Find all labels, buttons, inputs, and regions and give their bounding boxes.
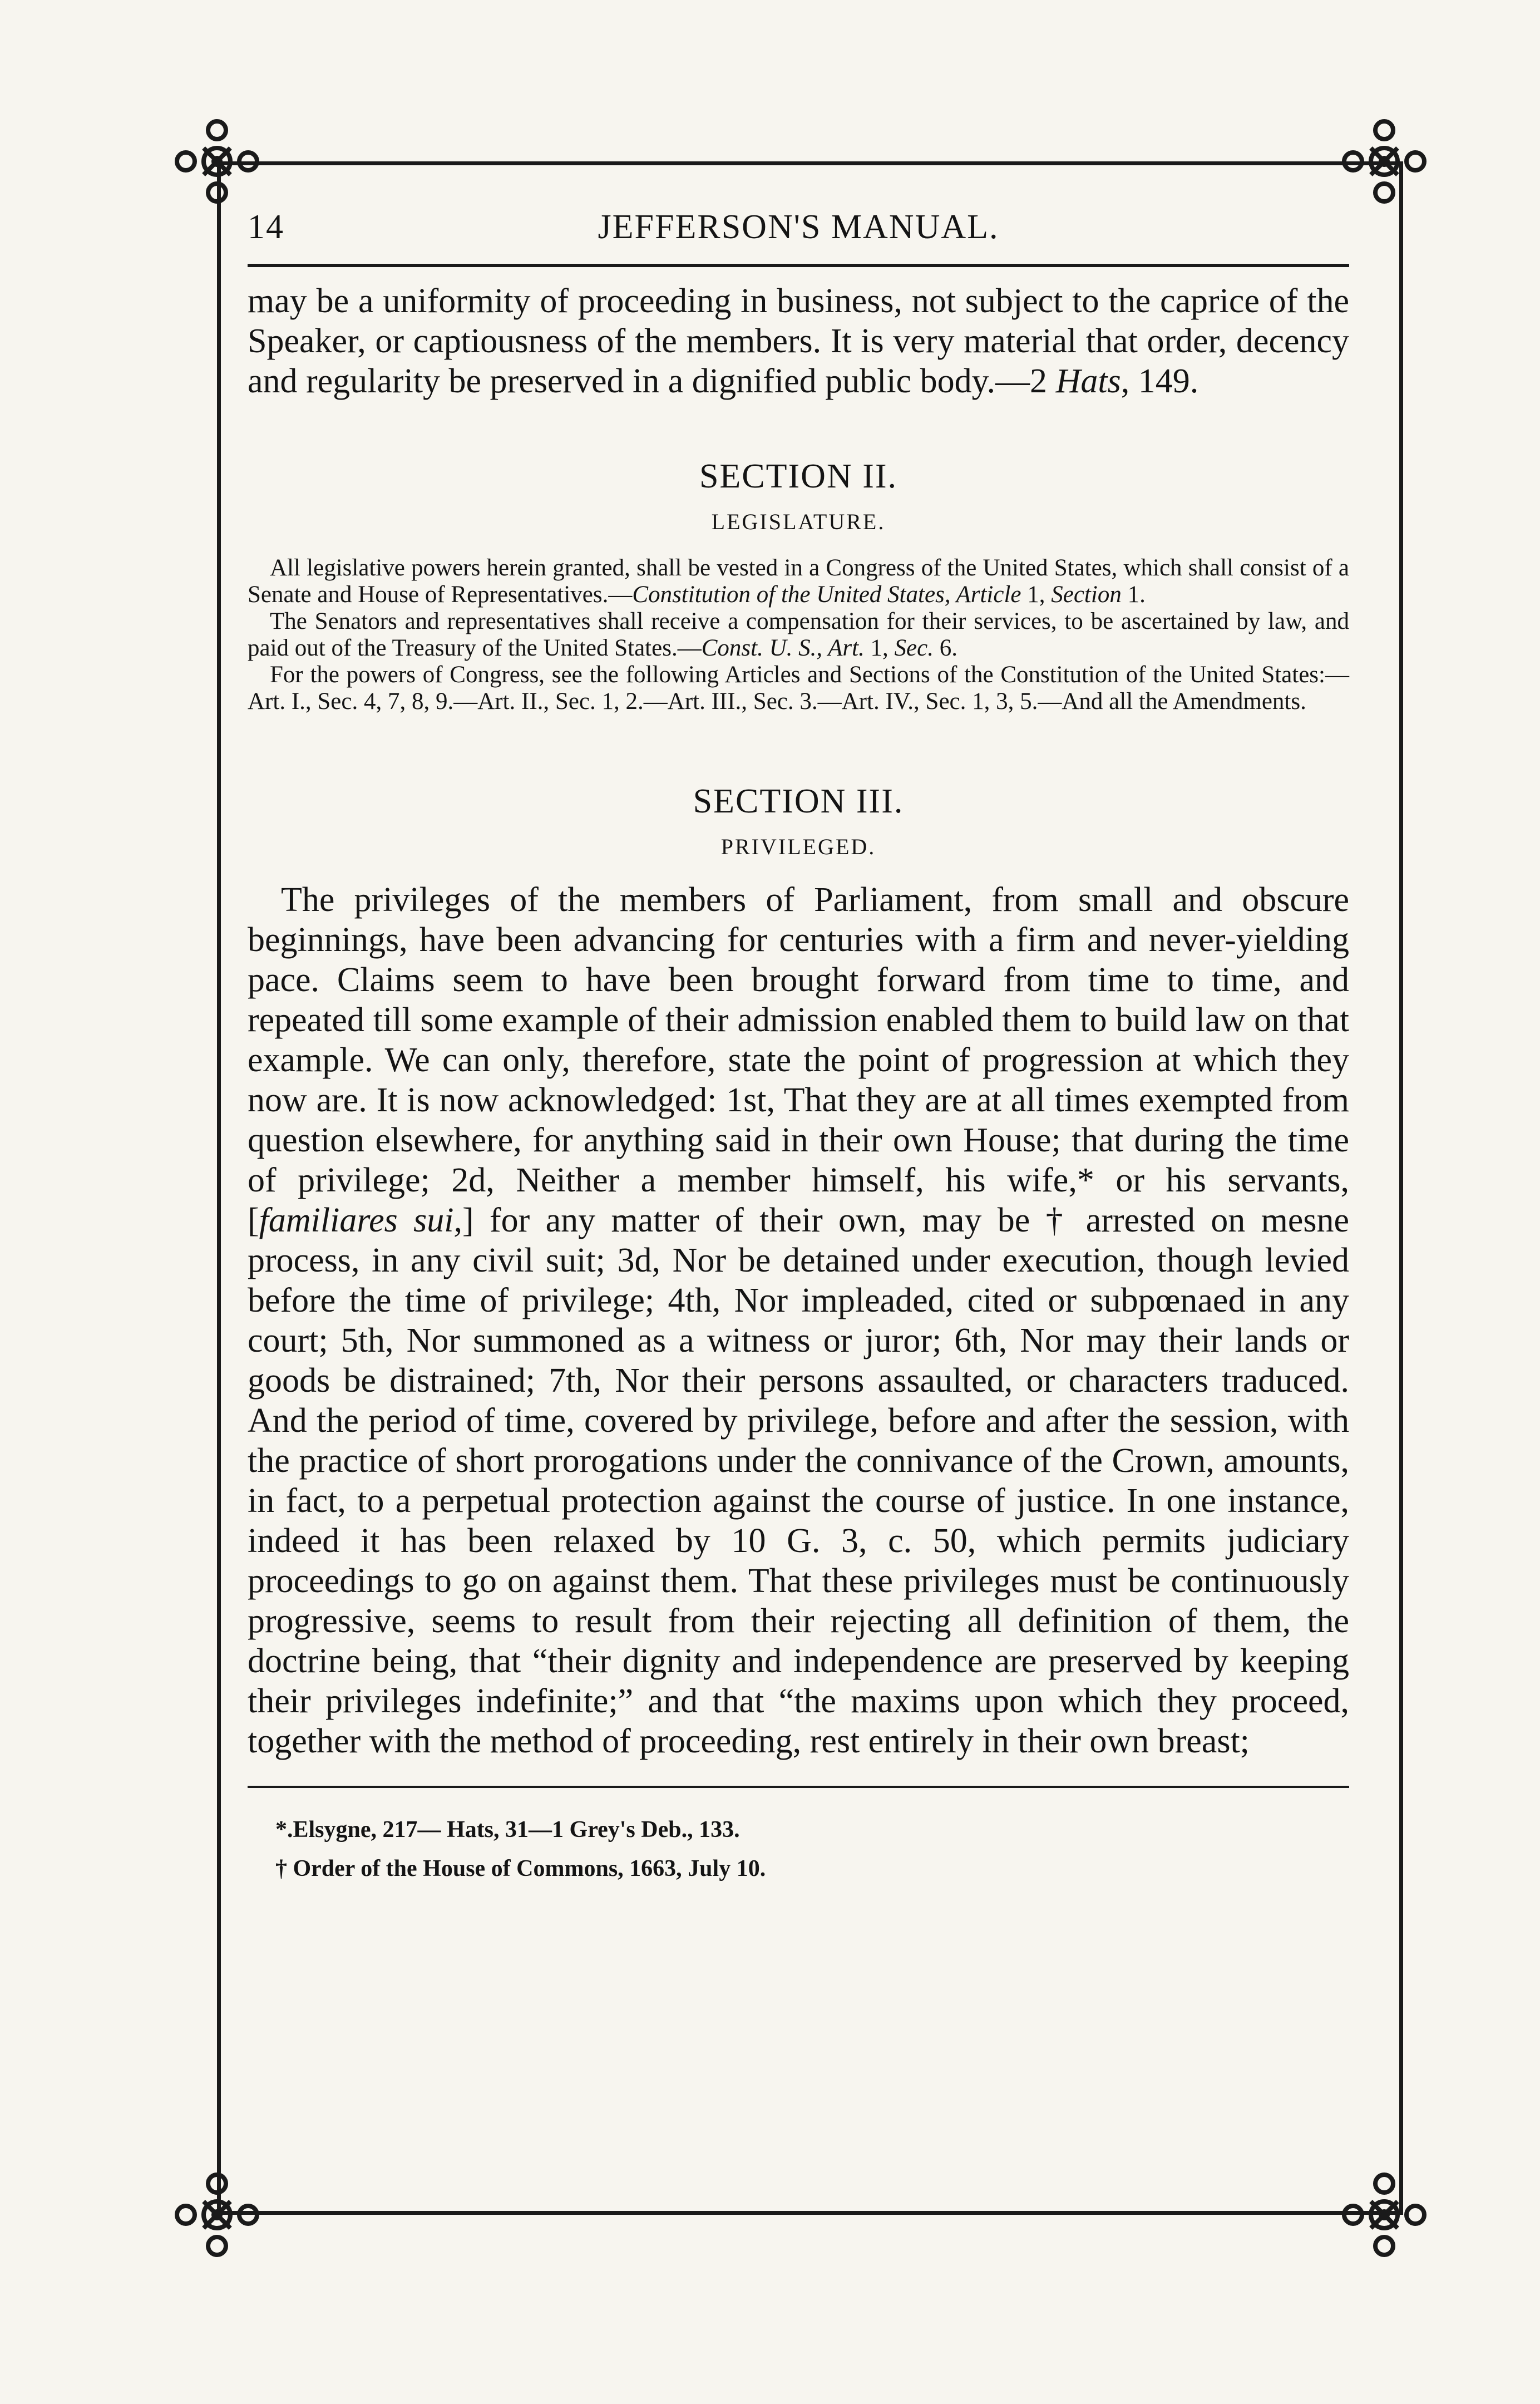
s2p1-cite-num: 1, <box>1021 582 1052 608</box>
page-header <box>248 198 1349 270</box>
s2p2-text: The Senators and representatives shall receive a compensation for their services, to be ascertained by law, and paid out of the Treasury of the United States.— <box>248 608 1349 661</box>
s2p2-cite: Const. U. S., Art. <box>701 635 865 661</box>
header-rule <box>248 264 1349 267</box>
s3p1-text-a: The privileges of the members of Parliament, from small and obscure beginnings, have been advancing for centuries with a firm and never-yielding pace. Claims seem to have been brought forward from time to time, and repeated till some example of their admission enabled them to build law on that example. We can only, therefore, state the point of progression at which they now are. It is now acknowledged: 1st, That they are at all times exempted from question elsewhere, for anything said in their own House; that during the time of privilege; 2d, Neither a member himself, his wife,* or his servants, [ <box>248 881 1349 1239</box>
s3p1-latin: familiares sui, <box>259 1201 462 1239</box>
footnote-rule <box>248 1786 1349 1788</box>
intro-text: may be a uniformity of proceeding in business, not subject to the caprice of the Speaker, or captiousness of the members. It is very material that order, decency and regularity be preserved in a dignified public body.—2 <box>248 282 1349 400</box>
s2p2-sec: Sec. <box>894 635 934 661</box>
s2p2-mid: 1, <box>864 635 895 661</box>
intro-citation: Hats <box>1055 362 1121 400</box>
corner-ornament-bottom-right <box>1329 2159 1440 2270</box>
section-2-paragraph-3: For the powers of Congress, see the following Articles and Sections of the Constitution of the United States:—Art. I., Sec. 4, 7, 8, 9.—Art. II., Sec. 1, 2.—Art. III., Sec. 3.—Art. IV., Sec. 1, 3, 5.—And all the Amendments. <box>248 662 1349 715</box>
s2p1-text: All legislative powers herein granted, shall be vested in a Congress of the United States, which shall consist of a Senate and House of Representatives.— <box>248 555 1349 608</box>
running-title: JEFFERSON'S MANUAL. <box>598 208 999 246</box>
section-3-paragraph <box>248 880 1349 1761</box>
corner-ornament-bottom-left <box>161 2159 273 2270</box>
section-2-title: SECTION II. <box>699 457 898 495</box>
section-2-paragraph-1 <box>248 555 1349 608</box>
s2p1-cite-sec: Section <box>1051 582 1122 608</box>
intro-citation-page: , 149. <box>1121 362 1199 400</box>
s3p1-text-b: ] for any matter of their own, may be † arrested on mesne process, in any civil suit; 3d, Nor be detained under execution, though levied before the time of privilege; 4th, Nor impleaded, cited or subpœnaed in any court; 5th, Nor summoned as a witness or juror; 6th, Nor may their lands or goods be distrained; 7th, Nor their persons assaulted, or characters traduced. And the period of time, covered by privilege, before and after the session, with the practice of short prorogations under the connivance of the Crown, amounts, in fact, to a perpetual protection against the course of justice. In one instance, indeed it has been relaxed by 10 G. 3, c. 50, which permits judiciary proceedings to go on against them. That these privileges must be continuously progressive, seems to result from their rejecting all definition of them, the doctrine being, that “their dignity and independence are preserved by keeping their privileges indefinite;” and that “the maxims upon which they proceed, together with the method of proceeding, rest entirely in their own breast; <box>248 1201 1349 1760</box>
page-number: 14 <box>248 208 284 246</box>
section-3-title: SECTION III. <box>693 782 904 820</box>
s2p2-end: 6. <box>933 635 957 661</box>
footnote-2: † Order of the House of Commons, 1663, July 10. <box>275 1856 766 1881</box>
s2p1-cite-end: 1. <box>1121 582 1146 608</box>
section-3-subtitle: PRIVILEGED. <box>720 834 876 859</box>
s2p1-cite: Constitution of the United States, Article <box>632 582 1021 608</box>
intro-paragraph <box>248 281 1349 401</box>
section-2-subtitle: LEGISLATURE. <box>711 509 886 534</box>
page-content <box>248 281 1349 1888</box>
footnote-1: *.Elsygne, 217— Hats, 31—1 Grey's Deb., 133. <box>275 1817 740 1843</box>
section-2-paragraph-2 <box>248 608 1349 662</box>
